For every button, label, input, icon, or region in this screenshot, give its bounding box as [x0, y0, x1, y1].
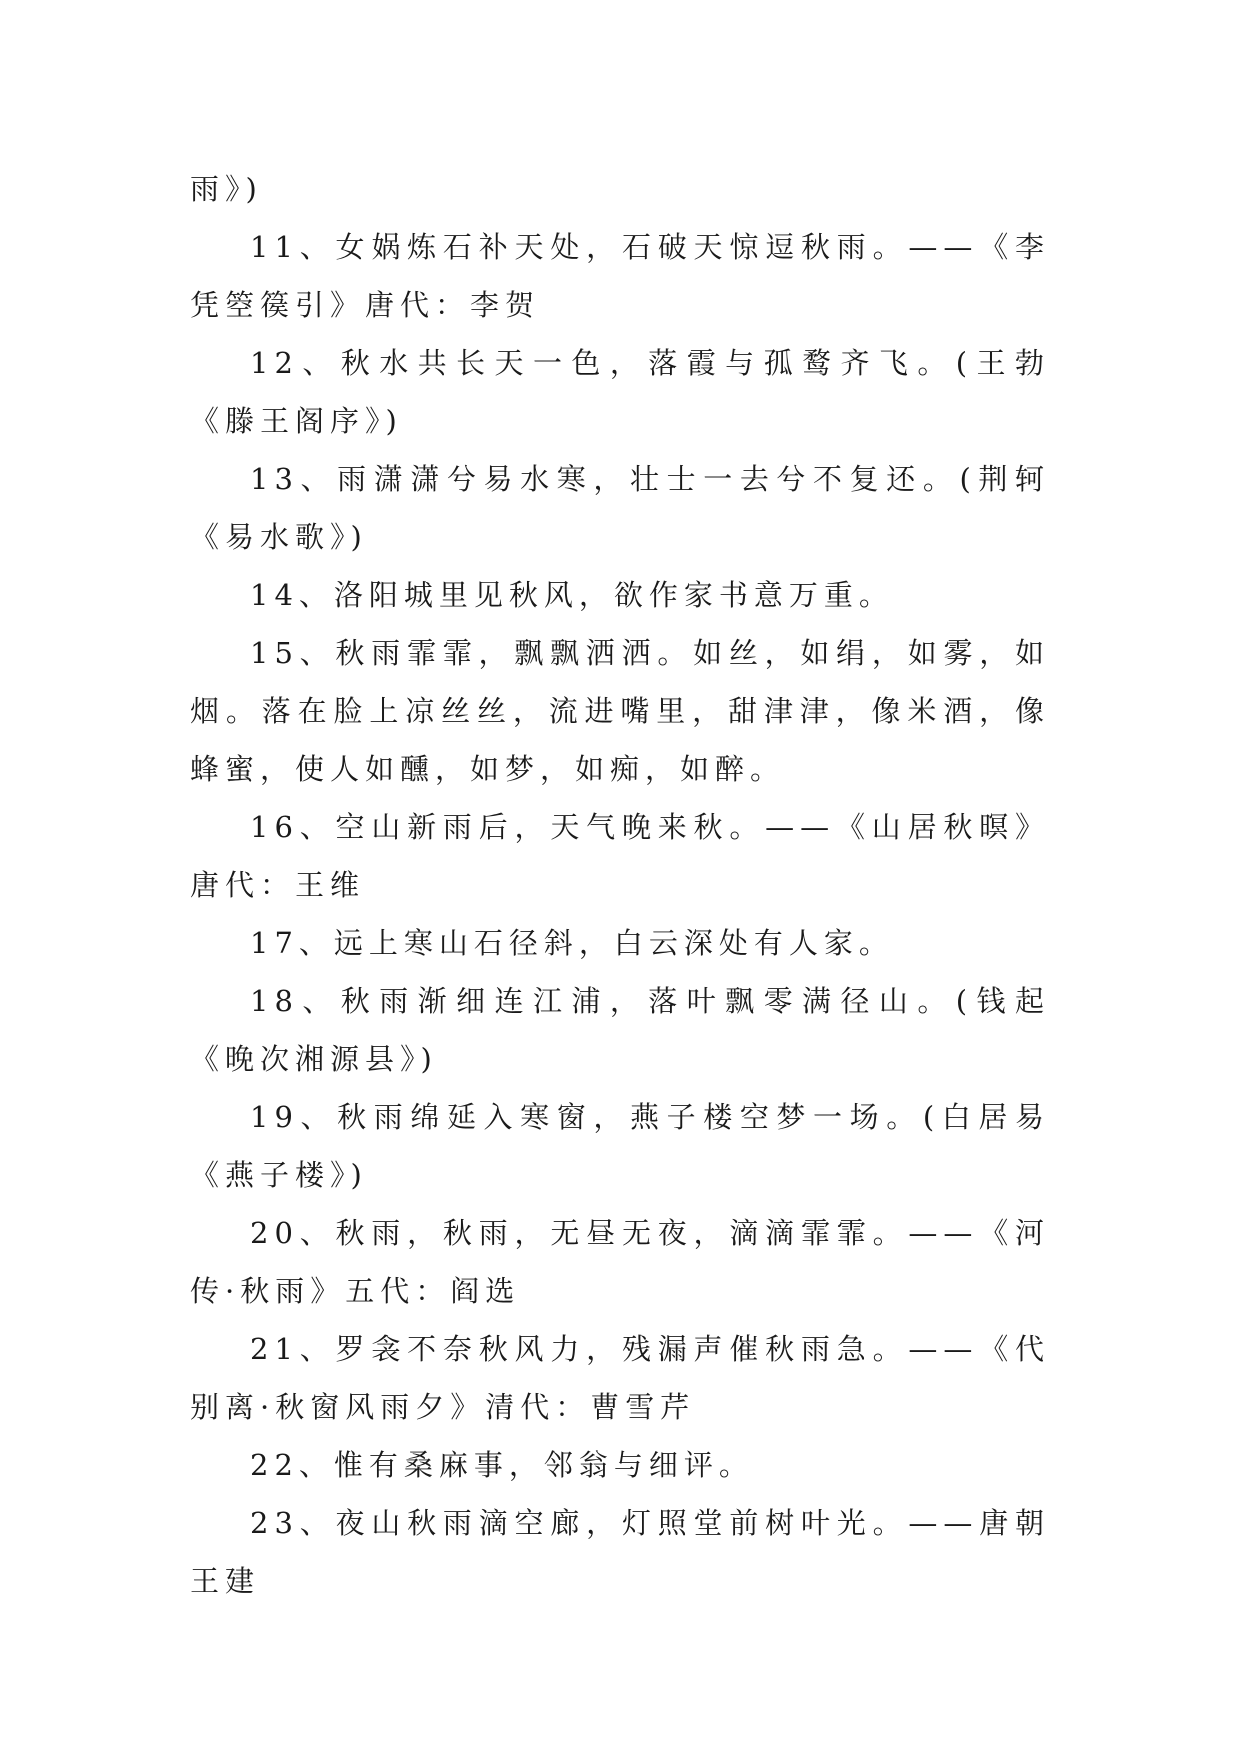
paragraph-12: 12、秋水共长天一色，落霞与孤鹜齐飞。(王勃《滕王阁序》) [190, 346, 1050, 438]
paragraph-23: 23、夜山秋雨滴空廊，灯照堂前树叶光。——唐朝王建 [190, 1506, 1050, 1598]
paragraph-13: 13、雨潇潇兮易水寒，壮士一去兮不复还。(荆轲《易水歌》) [190, 462, 1050, 554]
paragraph-19: 19、秋雨绵延入寒窗，燕子楼空梦一场。(白居易《燕子楼》) [190, 1100, 1050, 1192]
paragraph-16: 16、空山新雨后，天气晚来秋。——《山居秋暝》唐代：王维 [190, 810, 1050, 902]
paragraph-17: 17、远上寒山石径斜，白云深处有人家。 [250, 926, 894, 960]
document-body [190, 160, 1050, 1610]
paragraph-20: 20、秋雨，秋雨，无昼无夜，滴滴霏霏。——《河传·秋雨》五代：阎选 [190, 1216, 1050, 1308]
paragraph-15: 15、秋雨霏霏，飘飘洒洒。如丝，如绢，如雾，如烟。落在脸上凉丝丝，流进嘴里，甜津津，像米酒，像蜂蜜，使人如醺，如梦，如痴，如醉。 [190, 636, 1050, 786]
paragraph-11: 11、女娲炼石补天处，石破天惊逗秋雨。——《李凭箜篌引》唐代：李贺 [190, 230, 1050, 322]
paragraph-21: 21、罗衾不奈秋风力，残漏声催秋雨急。——《代别离·秋窗风雨夕》清代：曹雪芹 [190, 1332, 1050, 1424]
paragraph-22: 22、惟有桑麻事，邻翁与细评。 [250, 1448, 754, 1482]
paragraph-continuation: 雨》) [190, 172, 263, 206]
paragraph-18: 18、秋雨渐细连江浦，落叶飘零满径山。(钱起《晚次湘源县》) [190, 984, 1050, 1076]
paragraph-14: 14、洛阳城里见秋风，欲作家书意万重。 [250, 578, 894, 612]
